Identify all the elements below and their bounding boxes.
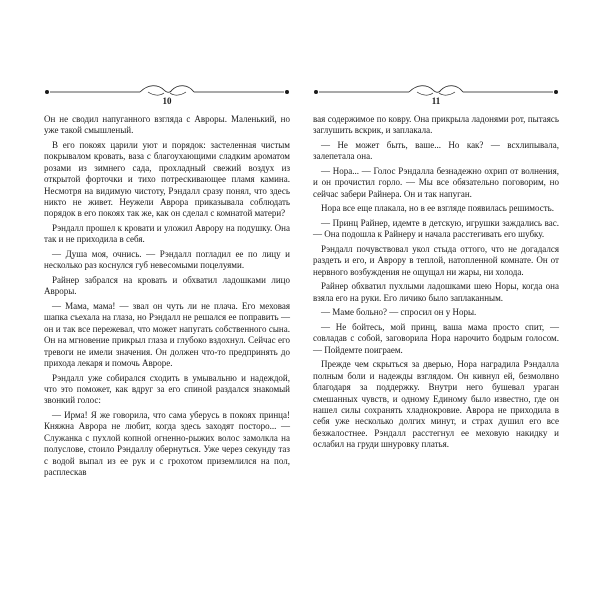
paragraph: Прежде чем скрыться за дверью, Нора наградила Рэндалла полным боли и надежды взглядом. Он кивнул ей, безмолвно благодаря за поддержку. Внутри него бушевал ураган смешанных чувств, и одному Единому было известно, где он нашел силы сохранять хладнокровие. Аврора не приходила в себя уже несколько долгих минут, и страх душил его все безжалостнее. Рэндалл расстегнул ее меховую накидку и ослабил на груди шнуровку платья. [313,359,559,450]
paragraph: Рэндалл уже собирался сходить в умывальню и надеждой, что это поможет, как вдруг за его спиной раздался знакомый звонкий голос: [44,372,290,406]
paragraph: — Ирма! Я же говорила, что сама уберусь в покоях принца! Княжна Аврора не любит, когда здесь заходят посторо... — Служанка с пухлой копной огненно-рыжих волос замолкла на полуслове, стоило Рэндаллу обернуться. Уже через секунду таз с водой выпал из ее рук и с грохотом приземлился на пол, расплескав [44,410,290,478]
paragraph: — Мама, мама! — звал он чуть ли не плача. Его меховая шапка съехала на глаза, но Рэндалл не решался ее поправить — он и так все пережевал, что может напугать собственного сына. Он на мгновение прикрыл глаза и глубоко вздохнул. Сейчас его тревоги не имели значения. Он должен что-то предпринять до прихода лекаря и помочь Авроре. [44,301,290,369]
paragraph: вая содержимое по ковру. Она прикрыла ладонями рот, пытаясь заглушить вскрик, и заплакала. [313,114,559,136]
paragraph: Рэндалл почувствовал укол стыда оттого, что не догадался раздеть и его, и Аврору в теплой, натопленной комнате. Он от нервного возбуждения не ощущал ни жары, ни холода. [313,244,559,277]
page-number: 11 [431,96,441,106]
left-page-header [44,0,290,112]
right-page [313,0,559,450]
paragraph: — Маме больно? — спросил он у Норы. [321,307,477,318]
paragraph: Райнер забрался на кровать и обхватил ладошками лицо Авроры. [44,275,290,297]
paragraph: Он не сводил напуганного взгляда с Авроры. Маленький, но уже такой смышленый. [44,114,290,136]
right-page-text [313,114,559,454]
left-page [44,0,290,478]
page-number: 10 [162,96,172,106]
paragraph: — Не бойтесь, мой принц, ваша мама просто спит, — совладав с собой, заговорила Нора нарочито бодрым голосом. — Пойдемте поиграем. [313,322,559,355]
right-page-header [313,0,559,112]
paragraph: — Нора... — Голос Рэндалла безнадежно охрип от волнения, и он прочистил горло. — Мы все обязательно поговорим, но сейчас забери Райнера. Он и так напуган. [313,166,559,199]
paragraph: Райнер обхватил пухлыми ладошками шею Норы, когда она взяла его на руки. Его личико было заплаканным. [313,281,559,303]
left-page-text [44,114,290,482]
paragraph: В его покоях царили уют и порядок: застеленная чистым покрывалом кровать, ваза с благоухающими сладким ароматом розами из зимнего сада, прохладный свежий воздух из открытой форточки и тихо потрескивающее пламя камина. Несмотря на видимую чистоту, Рэндалл сразу понял, что здесь никто не живет. Неужели Аврора приказывала соблюдать порядок в его покоях так же, как он сделал с комнатой матери? [44,140,290,219]
paragraph: — Не может быть, ваше... Но как? — всхлипывала, залепетала она. [313,140,559,162]
paragraph: Рэндалл прошел к кровати и уложил Аврору на подушку. Она так и не приходила в себя. [44,223,290,245]
paragraph: — Душа моя, очнись. — Рэндалл погладил ее по лицу и несколько раз коснулся губ невесомыми поцелуями. [44,249,290,271]
paragraph: — Принц Райнер, идемте в детскую, игрушки заждались вас. — Она подошла к Райнеру и начала расстегивать его шубку. [313,218,559,240]
paragraph: Нора все еще плакала, но в ее взгляде появилась решимость. [321,203,554,214]
